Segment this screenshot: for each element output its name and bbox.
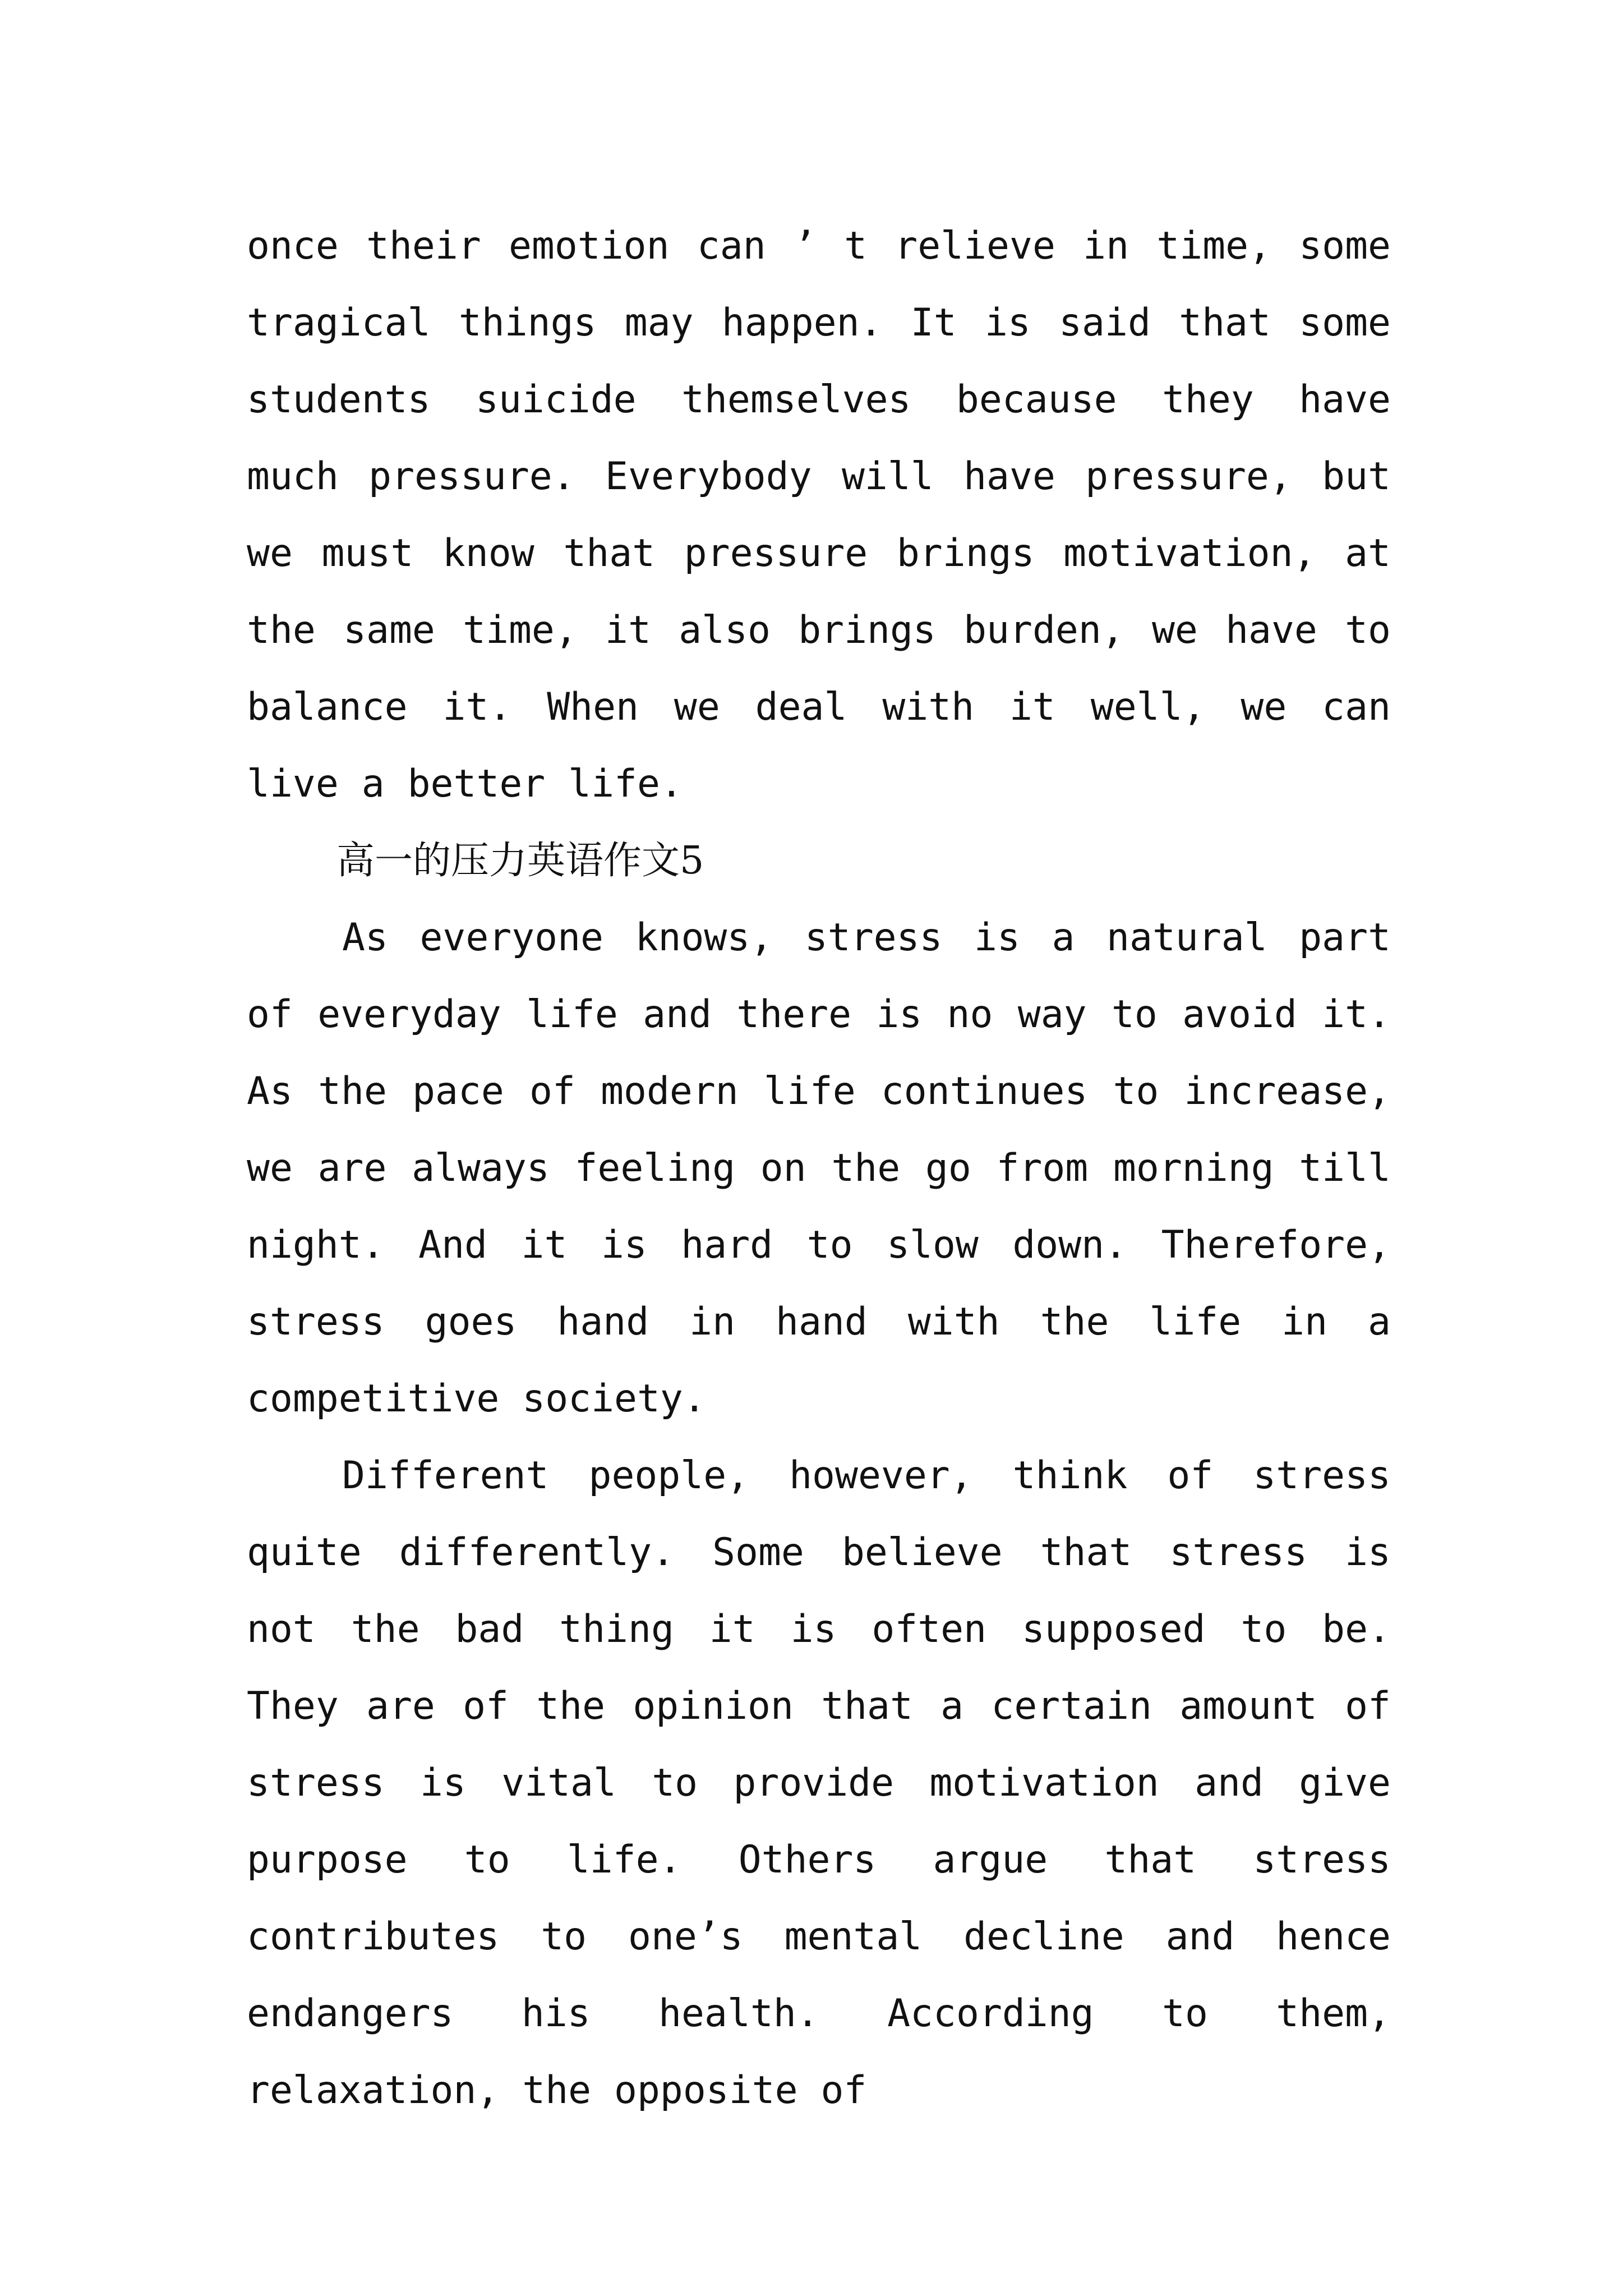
body-text — [247, 208, 1391, 2129]
paragraph-intro: As everyone knows, stress is a natural part of everyday life and there is no way to avoid it. As the pace of modern life continues to increase, we are always feeling on the go from morning till night. And it is hard to slow down. Therefore, stress goes hand in hand with the life in a competitive society. — [247, 915, 1391, 1421]
section-heading: 高一的压力英语作文5 — [336, 839, 704, 883]
paragraph-opinions: Different people, however, think of stress quite differently. Some believe that stress is not the bad thing it is often supposed to be. They are of the opinion that a certain amount of stress is vital to provide motivation and give purpose to life. Others argue that stress contributes to one’s mental decline and hence endangers his health. According to them, relaxation, the opposite of — [247, 1453, 1391, 2113]
paragraph-continued: once their emotion can ’ t relieve in time, some tragical things may happen. It is said that some students suicide themselves because they have much pressure. Everybody will have pressure, but we must know that pressure brings motivation, at the same time, it also brings burden, we have to balance it. When we deal with it well, we can live a better life. — [247, 224, 1391, 806]
